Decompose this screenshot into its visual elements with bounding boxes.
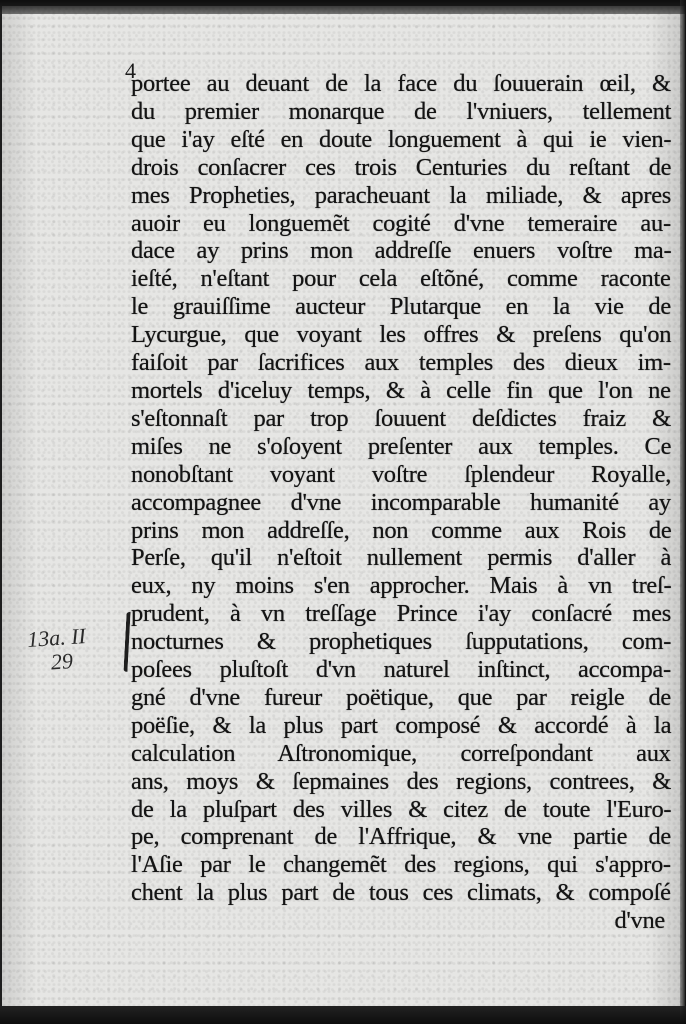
text-line: poſees pluſtoſt d'vn naturel inſtinct, accompa-: [131, 656, 671, 684]
text-line: nocturnes & prophetiques ſupputations, com-: [131, 628, 672, 656]
text-line: du premier monarque de l'vniuers, tellement: [131, 97, 672, 125]
text-line: dace ay prins mon addreſſe enuers voſtre ma-: [131, 237, 672, 265]
text-line: pe, comprenant de l'Affrique, & vne partie de: [131, 823, 671, 851]
text-line: drois conſacrer ces trois Centuries du reſtant de: [131, 153, 672, 181]
text-line: prins mon addreſſe, non comme aux Rois de: [131, 516, 672, 544]
scan-right-edge: [680, 0, 686, 1024]
text-line: portee au deuant de la face du ſouuerain œil, &: [131, 70, 671, 97]
text-line: chent la plus part de tous ces climats, & compoſé: [131, 879, 671, 907]
text-line: eux, ny moins s'en approcher. Mais à vn treſ-: [131, 572, 672, 600]
scan-bottom-edge: [0, 1006, 686, 1024]
text-line: l'Aſie par le changemẽt des regions, qui s'appro-: [131, 851, 671, 879]
text-line: Perſe, qu'il n'eſtoit nullement permis d'aller à: [131, 544, 672, 572]
margin-note-line-1: 13a. II: [26, 623, 87, 653]
text-line: faiſoit par ſacrifices aux temples des dieux im-: [131, 349, 671, 377]
text-line: Lycurgue, que voyant les offres & preſens qu'on: [131, 321, 672, 349]
margin-note-line-2: 29: [49, 647, 74, 675]
scan-top-edge: [0, 0, 686, 14]
catchword: d'vne: [614, 907, 665, 935]
text-line: que i'ay eſté en doute longuement à qui ie vien-: [131, 125, 672, 153]
text-line: le grauiſſime aucteur Plutarque en la vie de: [131, 293, 671, 321]
text-line: nonobſtant voyant voſtre ſplendeur Royalle,: [131, 460, 672, 488]
body-text: [131, 70, 671, 935]
text-line: miſes ne s'oſoyent preſenter aux temples. Ce: [131, 432, 672, 460]
text-line: auoir eu longuemẽt cogité d'vne temeraire au-: [131, 209, 671, 237]
text-line: de la pluſpart des villes & citez de toute l'Euro-: [131, 795, 672, 823]
text-line: accompagnee d'vne incomparable humanité ay: [131, 488, 671, 516]
text-line: s'eſtonnaſt par trop ſouuent deſdictes fraiz &: [131, 404, 671, 432]
page-number: 4: [125, 58, 136, 83]
handwritten-margin-note: [26, 624, 88, 676]
text-line: calculation Aſtronomique, correſpondant aux: [131, 739, 671, 767]
text-line: ans, moys & ſepmaines des regions, contrees, &: [131, 767, 672, 795]
text-line: poëſie, & la plus part composé & accordé à la: [131, 711, 672, 739]
text-line: ieſté, n'eſtant pour cela eſtõné, comme raconte: [131, 265, 671, 293]
text-line: prudent, à vn treſſage Prince i'ay conſacré mes: [131, 600, 671, 628]
text-line: mes Propheties, paracheuant la miliade, & apres: [131, 181, 672, 209]
text-line: gné d'vne fureur poëtique, que par reigle de: [131, 683, 671, 711]
text-line: mortels d'iceluy temps, & à celle fin que l'on ne: [131, 376, 671, 404]
